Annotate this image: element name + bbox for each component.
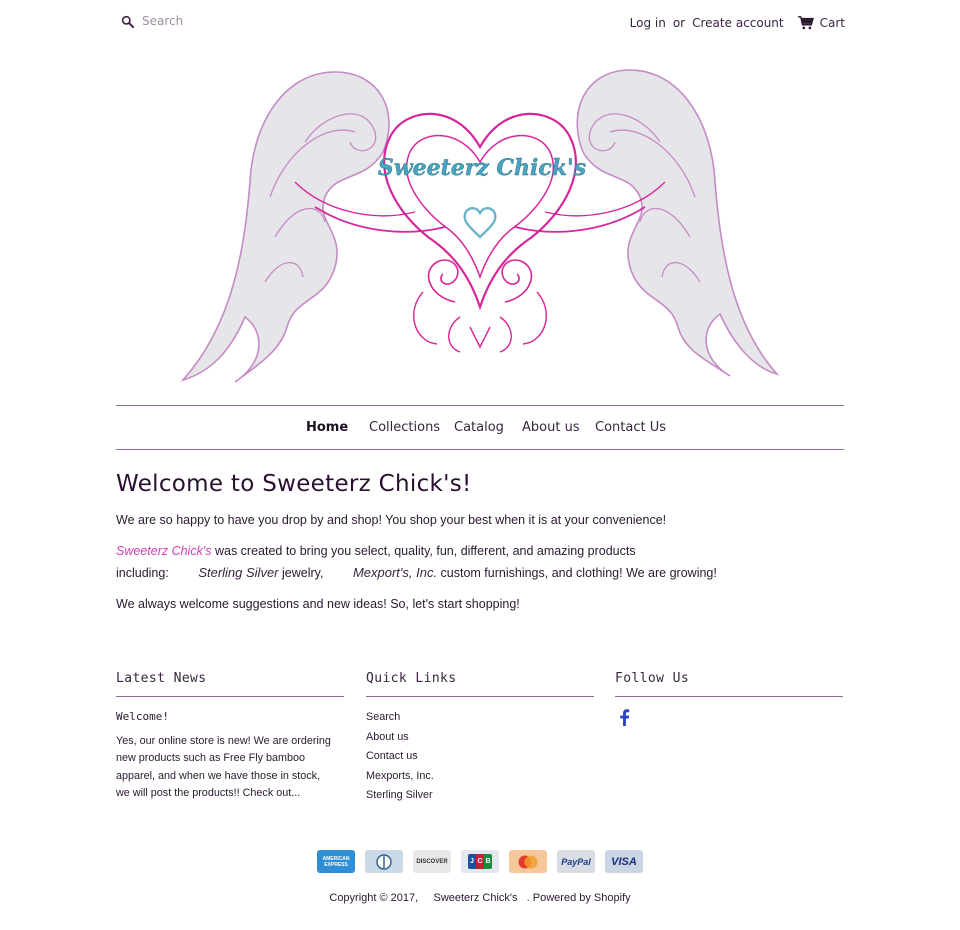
nav-home[interactable]: Home bbox=[306, 420, 349, 435]
list-item bbox=[366, 710, 434, 730]
visa-icon: VISA bbox=[605, 850, 643, 873]
mastercard-icon bbox=[509, 850, 547, 873]
quick-link-search[interactable]: Search bbox=[366, 711, 401, 723]
cart-icon[interactable] bbox=[798, 16, 814, 30]
search-icon[interactable] bbox=[121, 15, 134, 28]
payment-icons bbox=[317, 850, 643, 873]
news-article-excerpt: Yes, our online store is new! We are ordering new products such as Free Fly bamboo apparel, and when we have those in stock, we will post the products!! Check out... bbox=[116, 735, 331, 799]
latest-news-heading: Latest News bbox=[116, 671, 207, 686]
store-logo[interactable] bbox=[175, 62, 785, 392]
about-paragraph-line2 bbox=[116, 565, 717, 580]
about-text: was created to bring you select, quality, fun, different, and amazing products bbox=[214, 544, 636, 558]
list-item bbox=[366, 788, 434, 808]
quick-links-heading: Quick Links bbox=[366, 671, 457, 686]
copyright bbox=[0, 892, 960, 904]
copyright-suffix: . Powered by Shopify bbox=[526, 892, 631, 904]
brand-name-text: Sweeterz Chick's bbox=[116, 544, 212, 558]
copyright-prefix: Copyright © 2017, bbox=[329, 892, 419, 904]
main-nav bbox=[116, 405, 844, 450]
quick-link-mexports[interactable]: Mexports, Inc. bbox=[366, 769, 434, 782]
jcb-icon bbox=[461, 850, 499, 873]
including-text: including: bbox=[116, 566, 169, 580]
or-text: or bbox=[672, 16, 686, 30]
list-item bbox=[366, 730, 434, 750]
suggestions-paragraph: We always welcome suggestions and new ideas! So, let's start shopping! bbox=[116, 597, 520, 611]
nav-catalog[interactable]: Catalog bbox=[454, 420, 504, 435]
create-account-link[interactable]: Create account bbox=[692, 16, 784, 30]
copyright-store-link[interactable]: Sweeterz Chick's bbox=[433, 892, 518, 904]
news-article-title[interactable]: Welcome! bbox=[116, 710, 169, 723]
jewelry-text: jewelry, bbox=[282, 566, 324, 580]
quick-link-about-us[interactable]: About us bbox=[366, 730, 409, 743]
nav-collections[interactable]: Collections bbox=[369, 420, 441, 435]
quick-link-contact-us[interactable]: Contact us bbox=[366, 750, 418, 762]
amex-icon: AMERICAN EXPRESS bbox=[317, 850, 355, 873]
login-link[interactable]: Log in bbox=[629, 16, 666, 30]
about-paragraph-line1 bbox=[116, 544, 636, 558]
quick-links-list bbox=[366, 710, 434, 808]
divider bbox=[615, 696, 843, 697]
list-item bbox=[366, 769, 434, 789]
intro-paragraph: We are so happy to have you drop by and shop! You shop your best when it is at your convenience! bbox=[116, 513, 667, 527]
cart-link[interactable]: Cart bbox=[819, 16, 845, 30]
nav-contact-us[interactable]: Contact Us bbox=[595, 420, 666, 435]
list-item bbox=[366, 749, 434, 769]
divider bbox=[116, 696, 344, 697]
page-title: Welcome to Sweeterz Chick's! bbox=[116, 471, 472, 497]
facebook-icon[interactable] bbox=[618, 709, 630, 726]
search-form bbox=[121, 14, 342, 28]
divider bbox=[366, 696, 594, 697]
nav-about-us[interactable]: About us bbox=[522, 420, 580, 435]
left-wing-graphic bbox=[183, 72, 389, 382]
mexport-text: Mexport's, Inc. bbox=[352, 565, 438, 580]
jcb-logo-icon: J C B bbox=[468, 854, 492, 869]
diners-logo-icon bbox=[374, 854, 394, 870]
sterling-silver-text: Sterling Silver bbox=[198, 565, 279, 580]
right-wing-graphic bbox=[577, 70, 777, 376]
quick-link-sterling-silver[interactable]: Sterling Silver bbox=[366, 789, 433, 801]
account-links bbox=[630, 16, 845, 30]
logo-text: Sweeterz Chick's bbox=[377, 155, 587, 181]
top-bar bbox=[116, 12, 845, 36]
mastercard-logo-icon bbox=[516, 854, 540, 870]
discover-icon: DISCOVER bbox=[413, 850, 451, 873]
diners-club-icon bbox=[365, 850, 403, 873]
heart-icon bbox=[465, 208, 496, 237]
search-input[interactable] bbox=[142, 14, 342, 28]
paypal-icon: PayPal bbox=[557, 850, 595, 873]
follow-us-heading: Follow Us bbox=[615, 671, 690, 686]
furnishings-text: custom furnishings, and clothing! We are growing! bbox=[440, 566, 717, 580]
